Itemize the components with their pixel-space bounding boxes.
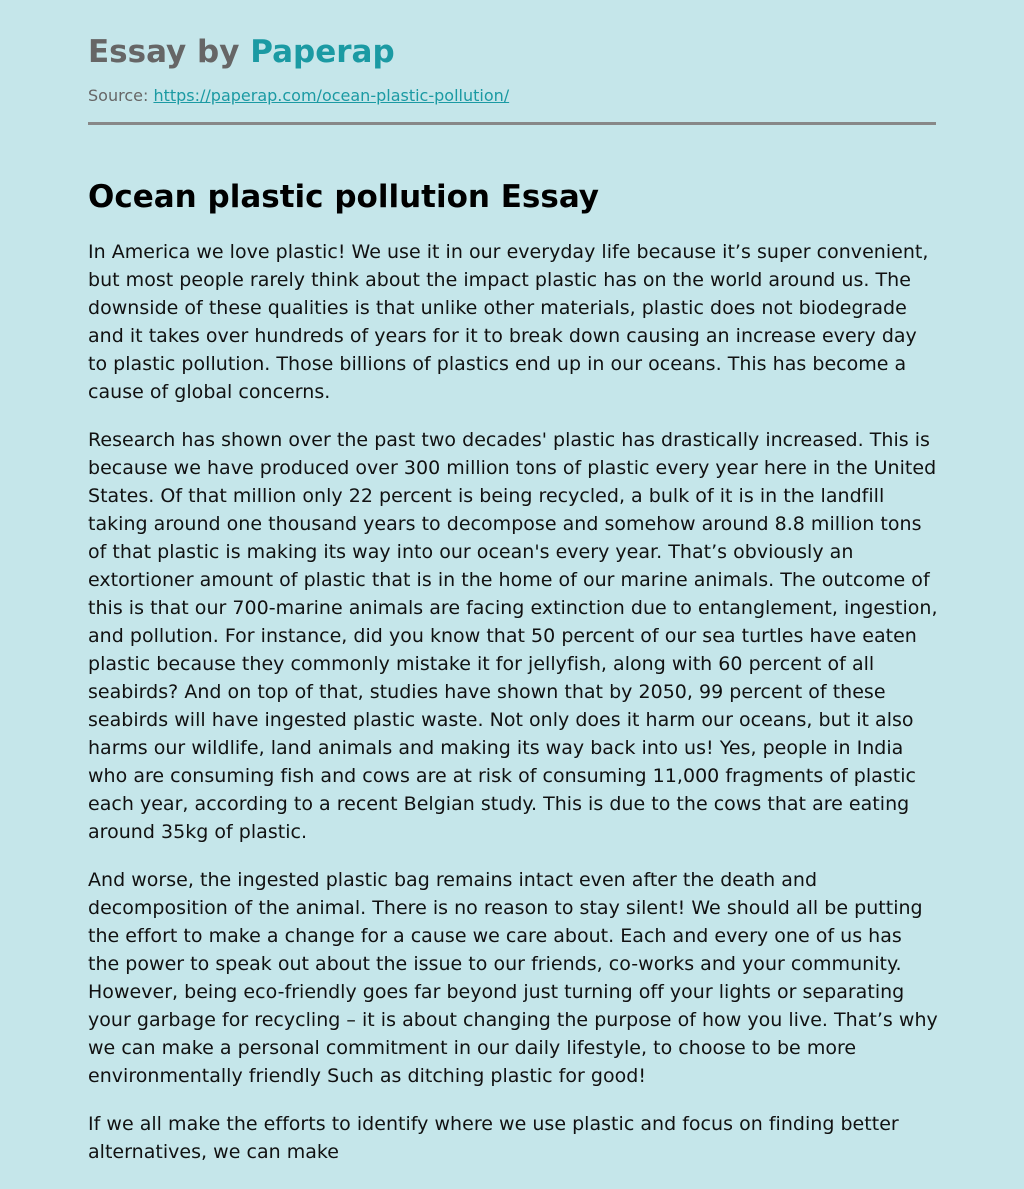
source-link[interactable]: https://paperap.com/ocean-plastic-pollution/ (153, 86, 510, 105)
source-line (88, 85, 936, 107)
paragraph: And worse, the ingested plastic bag remains intact even after the death and decomposition of the animal. There is no reason to stay silent! We should all be putting the effort to make a change for a cause we care about. Each and every one of us has the power to speak out about the issue to our friends, co-works and your community. However, being eco-friendly goes far beyond just turning off your lights or separating your garbage for recycling – it is about changing the purpose of how you live. That’s why we can make a personal commitment in our daily lifestyle, to choose to be more environmentally friendly Such as ditching plastic for good! (88, 869, 938, 1087)
paragraph: If we all make the efforts to identify where we use plastic and focus on finding better alternatives, we can make (88, 1113, 899, 1163)
source-label: Source: (88, 86, 149, 105)
brand-name: Paperap (250, 34, 395, 70)
paragraph: Research has shown over the past two decades' plastic has drastically increased. This is because we have produced over 300 million tons of plastic every year here in the United States. Of that million only 22 percent is being recycled, a bulk of it is in the landfill taking around one thousand years to decompose and somehow around 8.8 million tons of that plastic is making its way into our ocean's every year. That’s obviously an extortioner amount of plastic that is in the home of our marine animals. The outcome of this is that our 700-marine animals are facing extinction due to entanglement, ingestion, and pollution. For instance, did you know that 50 percent of our sea turtles have eaten plastic because they commonly mistake it for jellyfish, along with 60 percent of all seabirds? And on top of that, studies have shown that by 2050, 99 percent of these seabirds will have ingested plastic waste. Not only does it harm our oceans, but it also harms our wildlife, land animals and making its way back into us! Yes, people in India who are consuming fish and cows are at risk of consuming 11,000 fragments of plastic each year, according to a recent Belgian study. This is due to the cows that are eating around 35kg of plastic. (88, 429, 938, 843)
brand-prefix: Essay by (88, 34, 240, 70)
header-divider (88, 122, 936, 125)
essay-title: Ocean plastic pollution Essay (88, 179, 600, 215)
paragraph: In America we love plastic! We use it in our everyday life because it’s super convenient, but most people rarely think about the impact plastic has on the world around us. The downside of these qualities is that unlike other materials, plastic does not biodegrade and it takes over hundreds of years for it to break down causing an increase every day to plastic pollution. Those billions of plastics end up in our oceans. This has become a cause of global concerns. (88, 241, 929, 403)
site-brand (88, 30, 936, 74)
essay-body (88, 238, 936, 1166)
